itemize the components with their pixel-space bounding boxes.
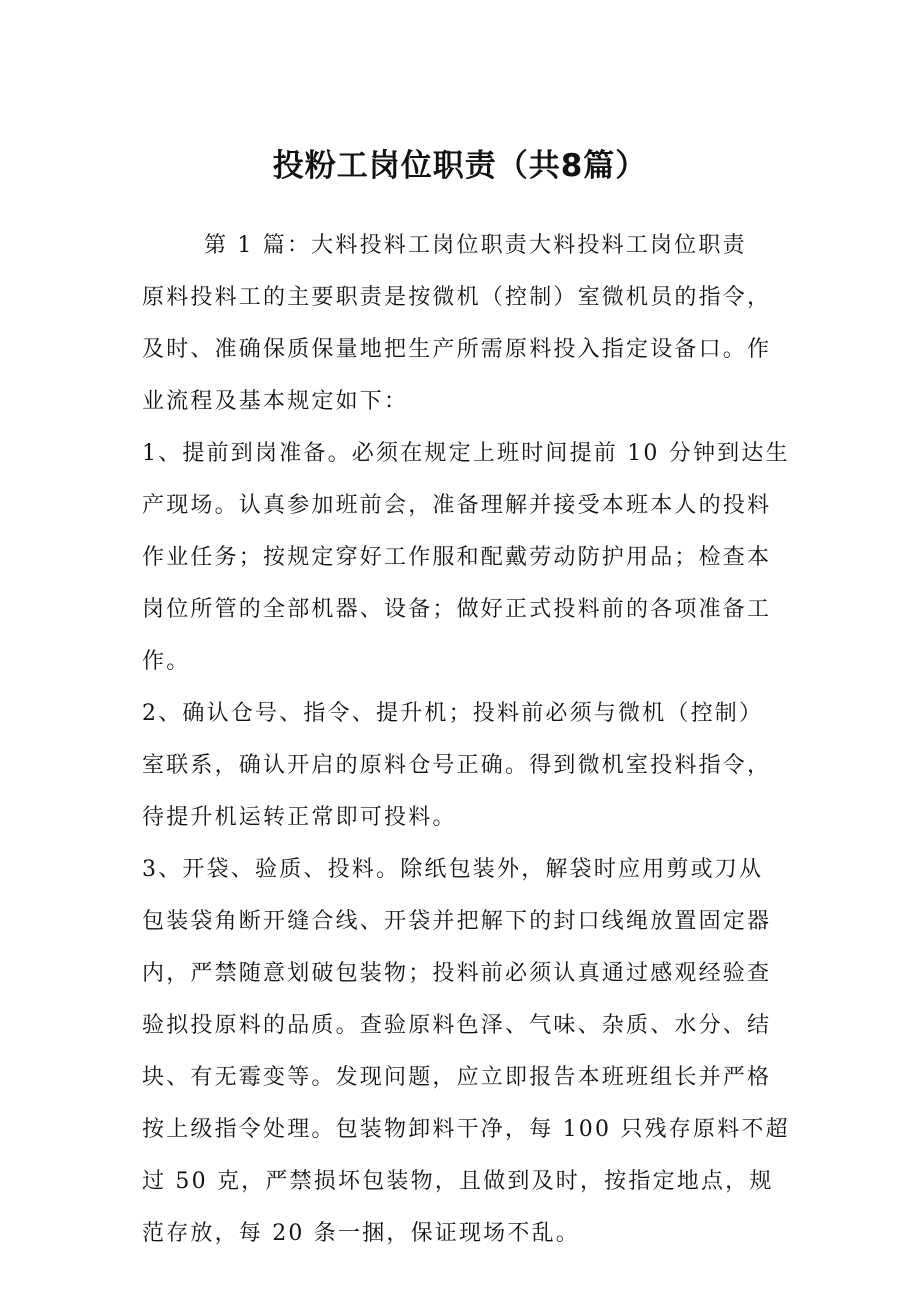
paragraph-line: 按上级指令处理。包装物卸料干净，每 100 只残存原料不超 xyxy=(142,1117,790,1142)
paragraph-line: 待提升机运转正常即可投料。 xyxy=(142,805,457,830)
paragraph-line: 范存放，每 20 条一捆，保证现场不乱。 xyxy=(142,1221,580,1246)
paragraph-line: 3、开袋、验质、投料。除纸包装外，解袋时应用剪或刀从 xyxy=(142,857,764,882)
document-body xyxy=(142,220,792,1260)
paragraph-line: 块、有无霉变等。发现问题，应立即报告本班班组长并严格 xyxy=(142,1065,772,1090)
paragraph-line: 过 50 克，严禁损坏包装物，且做到及时，按指定地点，规 xyxy=(142,1169,774,1194)
document-title: 投粉工岗位职责（共8篇） xyxy=(272,148,648,184)
paragraph-line: 原料投料工的主要职责是按微机（控制）室微机员的指令， xyxy=(142,285,772,310)
paragraph-line: 2、确认仓号、指令、提升机；投料前必须与微机（控制） xyxy=(142,701,764,726)
paragraph-line: 作业任务；按规定穿好工作服和配戴劳动防护用品；检查本 xyxy=(142,545,772,570)
paragraph-line: 室联系，确认开启的原料仓号正确。得到微机室投料指令， xyxy=(142,753,772,778)
paragraph-line: 作。 xyxy=(142,649,191,674)
paragraph-line: 包装袋角断开缝合线、开袋并把解下的封口线绳放置固定器 xyxy=(142,909,772,934)
paragraph-line: 业流程及基本规定如下： xyxy=(142,389,409,414)
paragraph-line: 内，严禁随意划破包装物；投料前必须认真通过感观经验查 xyxy=(142,961,772,986)
paragraph-line: 1、提前到岗准备。必须在规定上班时间提前 10 分钟到达生 xyxy=(142,441,790,466)
paragraph-line: 及时、准确保质保量地把生产所需原料投入指定设备口。作 xyxy=(142,337,772,362)
paragraph-line: 产现场。认真参加班前会，准备理解并接受本班本人的投料 xyxy=(142,493,772,518)
section-heading: 第 1 篇：大料投料工岗位职责大料投料工岗位职责 xyxy=(204,233,747,258)
paragraph-line: 岗位所管的全部机器、设备；做好正式投料前的各项准备工 xyxy=(142,597,772,622)
paragraph-line: 验拟投原料的品质。查验原料色泽、气味、杂质、水分、结 xyxy=(142,1013,772,1038)
